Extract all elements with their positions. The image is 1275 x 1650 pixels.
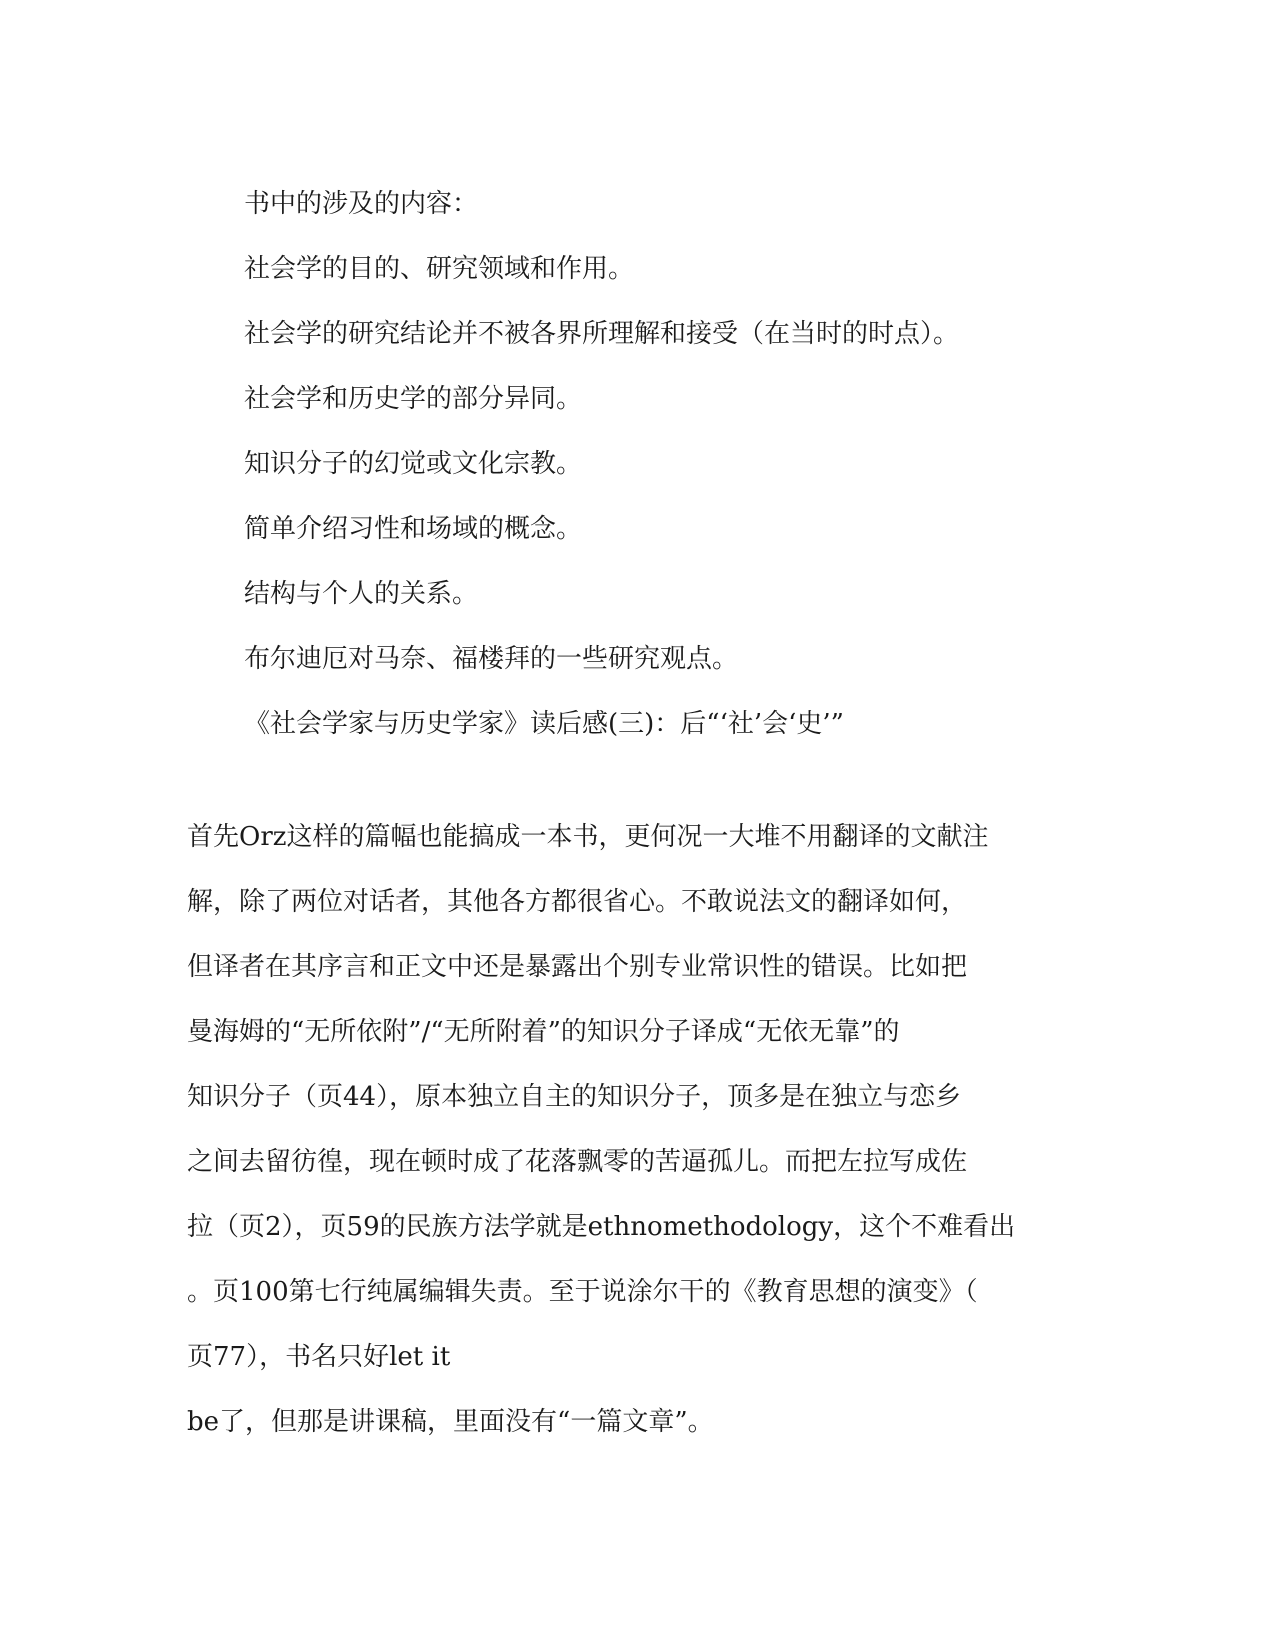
paragraph-line: 知识分子（页44），原本独立自主的知识分子，顶多是在独立与恋乡 [187, 1082, 962, 1112]
paragraph-line: 拉（页2），页59的民族方法学就是ethnomethodology，这个不难看出 [187, 1212, 1016, 1242]
paragraph-line: 页77），书名只好let it [187, 1342, 451, 1372]
list-item: 布尔迪厄对马奈、福楼拜的一些研究观点。 [244, 644, 739, 674]
list-item: 社会学的目的、研究领域和作用。 [244, 254, 635, 284]
list-item: 社会学和历史学的部分异同。 [244, 384, 583, 414]
list-item: 社会学的研究结论并不被各界所理解和接受（在当时的时点）。 [244, 319, 960, 349]
paragraph-line: 但译者在其序言和正文中还是暴露出个别专业常识性的错误。比如把 [187, 952, 968, 982]
body-paragraph [187, 805, 1087, 1455]
list-item: 结构与个人的关系。 [244, 579, 479, 609]
list-item: 书中的涉及的内容： [244, 189, 479, 219]
content-list [244, 172, 1104, 757]
paragraph-line: 解，除了两位对话者，其他各方都很省心。不敢说法文的翻译如何， [187, 887, 968, 917]
paragraph-line: 曼海姆的“无所依附”/“无所附着”的知识分子译成“无依无靠”的 [187, 1017, 900, 1047]
paragraph-line: 之间去留彷徨，现在顿时成了花落飘零的苦逼孤儿。而把左拉写成佐 [187, 1147, 968, 1177]
paragraph-line: be了，但那是讲课稿，里面没有“一篇文章”。 [187, 1407, 714, 1437]
list-item: 简单介绍习性和场域的概念。 [244, 514, 583, 544]
list-item: 知识分子的幻觉或文化宗教。 [244, 449, 583, 479]
paragraph-line: 首先Orz这样的篇幅也能搞成一本书，更何况一大堆不用翻译的文献注 [187, 822, 989, 852]
section-heading: 《社会学家与历史学家》读后感(三)：后“‘社’会‘史’” [244, 709, 844, 739]
paragraph-line: 。页100第七行纯属编辑失责。至于说涂尔干的《教育思想的演变》（ [187, 1277, 978, 1307]
